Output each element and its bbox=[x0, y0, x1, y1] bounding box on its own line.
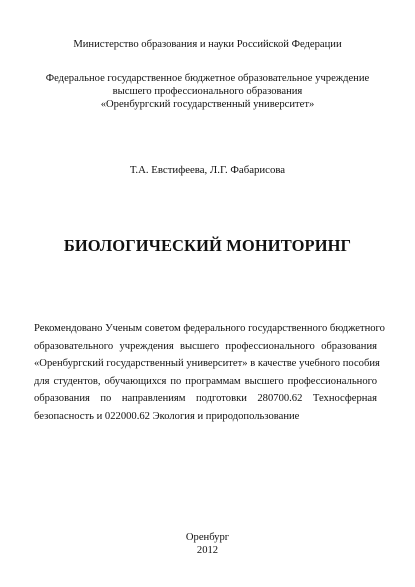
institution-line-3: «Оренбургский государственный университет» bbox=[100, 99, 315, 110]
document-title: БИОЛОГИЧЕСКИЙ МОНИТОРИНГ bbox=[63, 236, 352, 255]
recommendation-line-6: безопасность и 022000.62 Экология и природопользование bbox=[34, 411, 300, 422]
recommendation-line-1: Рекомендовано Ученым советом федерального государственного бюджетного bbox=[34, 323, 385, 334]
institution-line-2: высшего профессионального образования bbox=[112, 86, 303, 97]
authors-line: Т.А. Евстифеева, Л.Г. Фабарисова bbox=[129, 164, 286, 176]
recommendation-line-2: образовательного учреждения высшего профессионального образования bbox=[34, 341, 377, 352]
publication-year: 2012 bbox=[196, 545, 219, 556]
publication-city: Оренбург bbox=[185, 532, 230, 543]
recommendation-line-5: образования по направлениям подготовки 280700.62 Техносферная bbox=[34, 393, 377, 404]
recommendation-line-4: для студентов, обучающихся по программам высшего профессионального bbox=[34, 376, 377, 387]
institution-line-1: Федеральное государственное бюджетное образовательное учреждение bbox=[45, 73, 370, 84]
recommendation-line-3: «Оренбургский государственный университет» в качестве учебного пособия bbox=[34, 358, 380, 369]
ministry-line: Министерство образования и науки Российской Федерации bbox=[73, 39, 342, 50]
